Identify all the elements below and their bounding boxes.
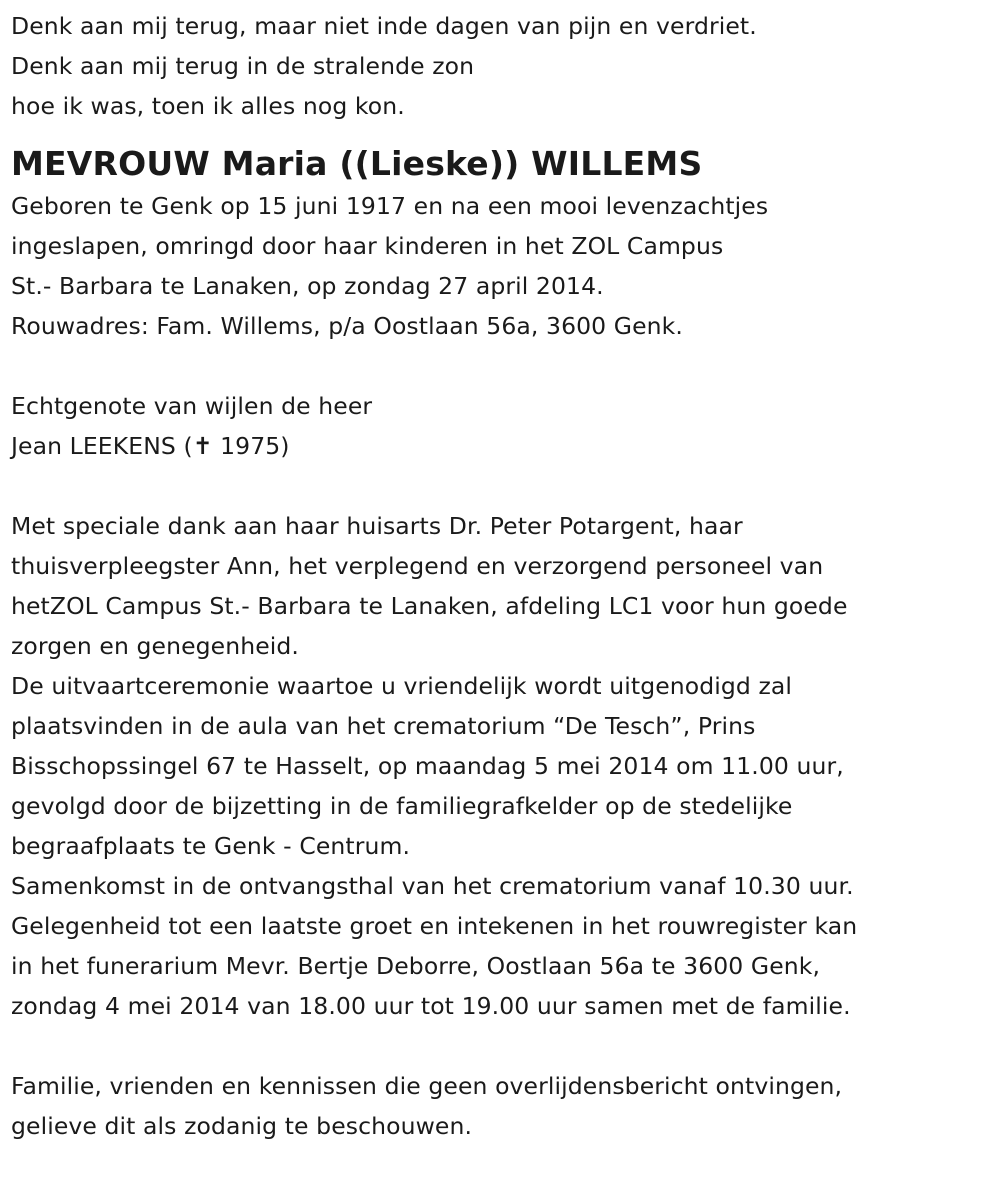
text-line: plaatsvinden in de aula van het crematorium “De Tesch”, Prins — [11, 712, 756, 740]
poem-line: Denk aan mij terug, maar niet inde dagen van pijn en verdriet. — [11, 12, 757, 40]
text-line: Gelegenheid tot een laatste groet en intekenen in het rouwregister kan — [11, 912, 858, 940]
birth-death-paragraph — [11, 186, 991, 346]
text-line: Familie, vrienden en kennissen die geen overlijdensbericht ontvingen, — [11, 1072, 843, 1100]
poem — [11, 6, 991, 126]
spacer — [11, 346, 991, 386]
obituary-document — [11, 6, 991, 1146]
spacer — [11, 1026, 991, 1066]
poem-line: hoe ik was, toen ik alles nog kon. — [11, 92, 405, 120]
spacer — [11, 466, 991, 506]
text-line: Bisschopssingel 67 te Hasselt, op maandag 5 mei 2014 om 11.00 uur, — [11, 752, 844, 780]
text-line: Echtgenote van wijlen de heer — [11, 392, 373, 420]
text-line: Jean LEEKENS (✝ 1975) — [11, 432, 290, 460]
text-line: hetZOL Campus St.- Barbara te Lanaken, afdeling LC1 voor hun goede — [11, 592, 848, 620]
text-line: Samenkomst in de ontvangsthal van het crematorium vanaf 10.30 uur. — [11, 872, 854, 900]
spouse-paragraph — [11, 386, 991, 466]
text-line: De uitvaartceremonie waartoe u vriendelijk wordt uitgenodigd zal — [11, 672, 793, 700]
text-line: in het funerarium Mevr. Bertje Deborre, Oostlaan 56a te 3600 Genk, — [11, 952, 821, 980]
text-line: gevolgd door de bijzetting in de familiegrafkelder op de stedelijke — [11, 792, 793, 820]
mourning-address: Rouwadres: Fam. Willems, p/a Oostlaan 56a, 3600 Genk. — [11, 312, 683, 340]
text-line: zondag 4 mei 2014 van 18.00 uur tot 19.00 uur samen met de familie. — [11, 992, 851, 1020]
text-line: Geboren te Genk op 15 juni 1917 en na een mooi levenzachtjes — [11, 192, 769, 220]
text-line: zorgen en genegenheid. — [11, 632, 299, 660]
thanks-and-ceremony-paragraph — [11, 506, 991, 1026]
text-line: St.- Barbara te Lanaken, op zondag 27 april 2014. — [11, 272, 604, 300]
poem-line: Denk aan mij terug in de stralende zon — [11, 52, 475, 80]
closing-paragraph — [11, 1066, 991, 1146]
text-line: begraafplaats te Genk - Centrum. — [11, 832, 411, 860]
deceased-name: MEVROUW Maria ((Lieske)) WILLEMS — [11, 144, 703, 183]
text-line: Met speciale dank aan haar huisarts Dr. Peter Potargent, haar — [11, 512, 743, 540]
text-line: thuisverpleegster Ann, het verplegend en verzorgend personeel van — [11, 552, 824, 580]
text-line: gelieve dit als zodanig te beschouwen. — [11, 1112, 473, 1140]
text-line: ingeslapen, omringd door haar kinderen in het ZOL Campus — [11, 232, 724, 260]
